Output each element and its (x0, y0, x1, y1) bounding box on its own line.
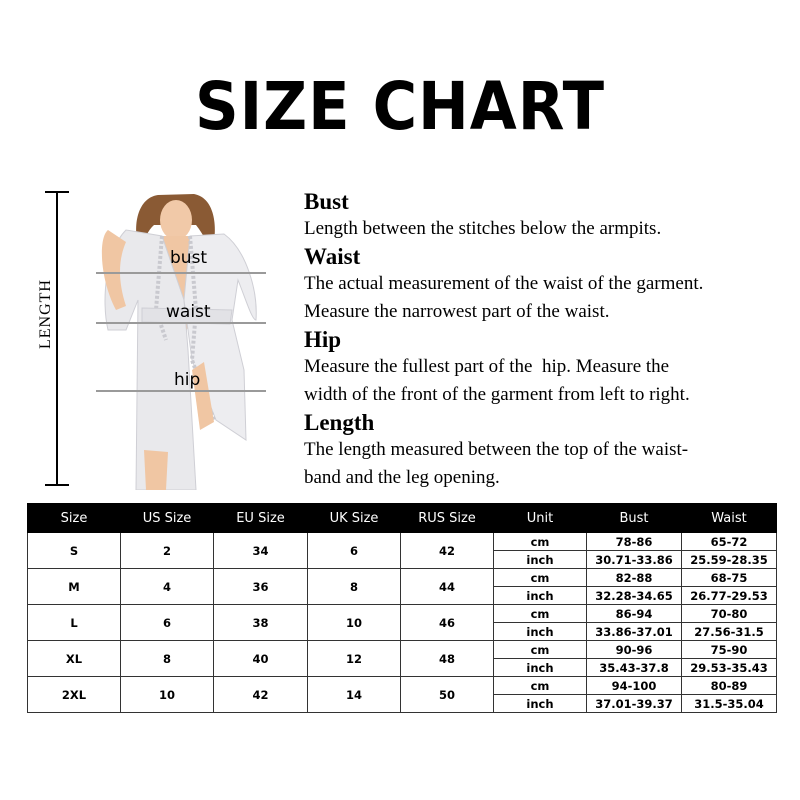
size-cell: M (28, 569, 121, 605)
size-cell: 2XL (28, 677, 121, 713)
bust-description: Length between the stitches below the armpits. (304, 218, 662, 239)
rus-size-cell: 44 (401, 569, 494, 605)
waist-cell: 26.77-29.53 (682, 587, 777, 605)
unit-cell: inch (494, 659, 587, 677)
waist-label: waist (166, 302, 211, 322)
waist-cell: 25.59-28.35 (682, 551, 777, 569)
us-size-cell: 4 (121, 569, 214, 605)
rus-size-cell: 42 (401, 533, 494, 569)
table-row (28, 641, 777, 659)
table-row (28, 677, 777, 695)
page-title: SIZE CHART (194, 68, 605, 145)
uk-size-cell: 8 (308, 569, 401, 605)
header-us-size: US Size (121, 504, 214, 533)
size-table (27, 503, 777, 713)
length-description-line-1: The length measured between the top of the waist- (304, 439, 689, 460)
rus-size-cell: 48 (401, 641, 494, 677)
us-size-cell: 6 (121, 605, 214, 641)
hip-description-line-1: Measure the fullest part of the hip. Measure the (304, 356, 670, 377)
hip-heading: Hip (304, 327, 342, 352)
eu-size-cell: 38 (214, 605, 308, 641)
model-in-robe-image (96, 190, 266, 490)
bust-cell: 82-88 (587, 569, 682, 587)
unit-cell: inch (494, 551, 587, 569)
uk-size-cell: 12 (308, 641, 401, 677)
size-cell: L (28, 605, 121, 641)
waist-description-line-2: Measure the narrowest part of the waist. (304, 301, 610, 322)
header-waist: Waist (682, 504, 777, 533)
unit-cell: inch (494, 623, 587, 641)
unit-cell: cm (494, 569, 587, 587)
bust-cell: 86-94 (587, 605, 682, 623)
us-size-cell: 8 (121, 641, 214, 677)
unit-cell: cm (494, 641, 587, 659)
us-size-cell: 2 (121, 533, 214, 569)
length-description-line-2: band and the leg opening. (304, 467, 500, 488)
header-rus-size: RUS Size (401, 504, 494, 533)
bust-label: bust (170, 248, 208, 268)
waist-cell: 68-75 (682, 569, 777, 587)
unit-cell: inch (494, 695, 587, 713)
eu-size-cell: 40 (214, 641, 308, 677)
bust-cell: 90-96 (587, 641, 682, 659)
waist-description-line-1: The actual measurement of the waist of the garment. (304, 273, 704, 294)
measurement-definitions (304, 188, 784, 492)
ruler-bottom-cap (45, 484, 69, 486)
eu-size-cell: 42 (214, 677, 308, 713)
length-heading: Length (304, 410, 375, 435)
bust-cell: 94-100 (587, 677, 682, 695)
table-row (28, 569, 777, 587)
waist-line (96, 322, 266, 324)
bust-cell: 37.01-39.37 (587, 695, 682, 713)
uk-size-cell: 6 (308, 533, 401, 569)
header-eu-size: EU Size (214, 504, 308, 533)
bust-cell: 35.43-37.8 (587, 659, 682, 677)
bust-heading: Bust (304, 189, 349, 214)
bust-line (96, 272, 266, 274)
header-uk-size: UK Size (308, 504, 401, 533)
waist-cell: 80-89 (682, 677, 777, 695)
table-header-row (28, 504, 777, 533)
header-unit: Unit (494, 504, 587, 533)
size-cell: XL (28, 641, 121, 677)
table-row (28, 533, 777, 551)
uk-size-cell: 10 (308, 605, 401, 641)
bust-cell: 33.86-37.01 (587, 623, 682, 641)
eu-size-cell: 34 (214, 533, 308, 569)
rus-size-cell: 50 (401, 677, 494, 713)
uk-size-cell: 14 (308, 677, 401, 713)
waist-cell: 29.53-35.43 (682, 659, 777, 677)
unit-cell: cm (494, 677, 587, 695)
unit-cell: cm (494, 605, 587, 623)
waist-cell: 75-90 (682, 641, 777, 659)
ruler-label: LENGTH (37, 279, 54, 349)
bust-cell: 30.71-33.86 (587, 551, 682, 569)
waist-cell: 31.5-35.04 (682, 695, 777, 713)
garment-illustration (96, 190, 266, 490)
hip-line (96, 390, 266, 392)
us-size-cell: 10 (121, 677, 214, 713)
waist-cell: 65-72 (682, 533, 777, 551)
eu-size-cell: 36 (214, 569, 308, 605)
header-bust: Bust (587, 504, 682, 533)
bust-cell: 32.28-34.65 (587, 587, 682, 605)
hip-description-line-2: width of the front of the garment from left to right. (304, 384, 690, 405)
bust-cell: 78-86 (587, 533, 682, 551)
unit-cell: inch (494, 587, 587, 605)
waist-heading: Waist (304, 244, 361, 269)
hip-label: hip (174, 370, 201, 390)
waist-cell: 70-80 (682, 605, 777, 623)
ruler-line (56, 191, 58, 485)
header-size: Size (28, 504, 121, 533)
waist-cell: 27.56-31.5 (682, 623, 777, 641)
rus-size-cell: 46 (401, 605, 494, 641)
unit-cell: cm (494, 533, 587, 551)
table-row (28, 605, 777, 623)
size-cell: S (28, 533, 121, 569)
